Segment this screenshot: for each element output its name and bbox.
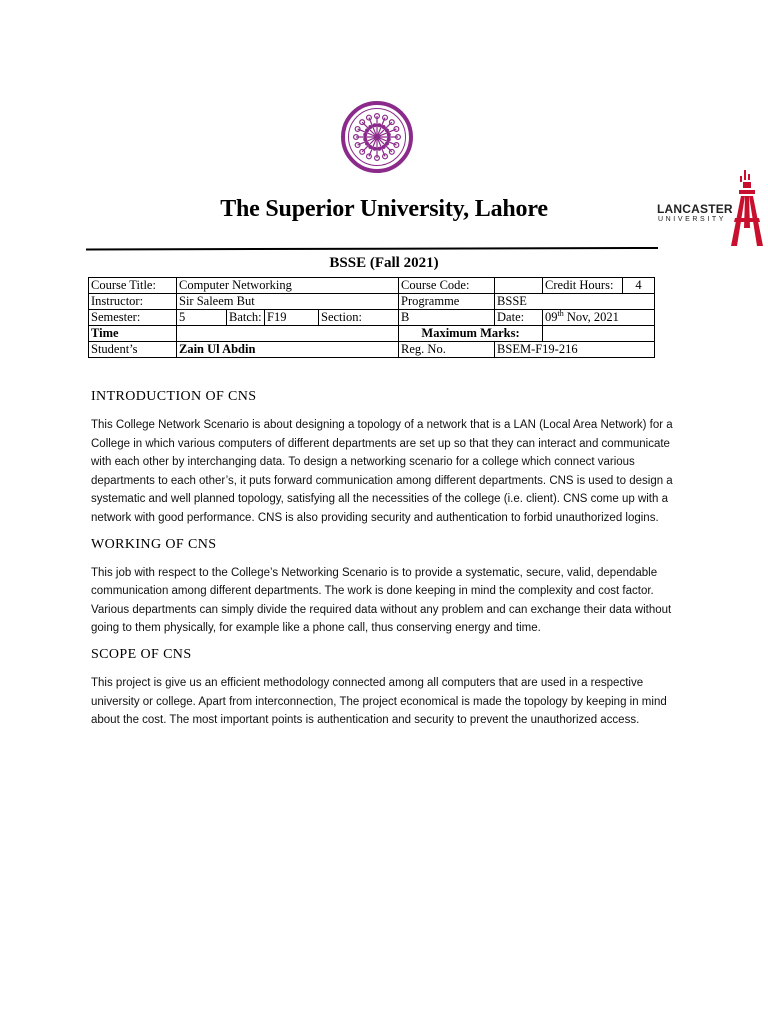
reg-no-value: BSEM-F19-216 (495, 342, 655, 358)
section-label: Section: (319, 310, 399, 326)
time-label: Time (89, 326, 177, 342)
section-body-working: This job with respect to the College’s Networking Scenario is to provide a systematic, secure, valid, dependable communication among different departments. The work is done keeping in mind the complexity and cost factor. Various departments can simply divide the required data without any problem and can exchange their data without going to them physically, for example like a phone call, thus conserving energy and time. (91, 566, 672, 635)
course-code-label: Course Code: (399, 278, 495, 294)
student-label: Student’s (89, 342, 177, 358)
course-title-value: Computer Networking (177, 278, 399, 294)
batch-value: F19 (265, 310, 319, 326)
section-body-scope: This project is give us an efficient methodology connected among all computers that are used in a respective university or college. Apart from interconnection, The project economical is made the topology by keeping in mind about the cost. The most important points is authentication and security to prevent the unauthorized access. (91, 676, 667, 727)
instructor-value: Sir Saleem But (177, 294, 399, 310)
date-suffix: th (557, 309, 564, 318)
table-row (89, 310, 655, 326)
date-value (543, 310, 655, 326)
programme-value: BSSE (495, 294, 655, 310)
batch-label: Batch: (227, 310, 265, 326)
semester-label: Semester: (89, 310, 177, 326)
title-divider (86, 247, 658, 248)
table-row (89, 278, 655, 294)
section-heading-working: WORKING OF CNS (91, 536, 217, 552)
semester-value: 5 (177, 310, 227, 326)
lancaster-wordmark: LANCASTER (657, 202, 733, 216)
reg-no-label: Reg. No. (399, 342, 495, 358)
programme-label: Programme (399, 294, 495, 310)
student-name-value: Zain Ul Abdin (177, 342, 399, 358)
table-row (89, 294, 655, 310)
university-title: The Superior University, Lahore (220, 196, 548, 222)
document-body (91, 388, 683, 738)
credit-hours-label: Credit Hours: (543, 278, 623, 294)
course-title-label: Course Title: (89, 278, 177, 294)
university-wordmark: UNIVERSITY (658, 216, 727, 223)
credit-hours-value: 4 (623, 278, 655, 294)
table-row (89, 342, 655, 358)
course-info-table (88, 277, 655, 358)
instructor-label: Instructor: (89, 294, 177, 310)
program-title: BSSE (Fall 2021) (329, 255, 439, 271)
date-day: 09 (545, 310, 558, 324)
time-value (177, 326, 399, 342)
date-label: Date: (495, 310, 543, 326)
section-heading-scope: SCOPE OF CNS (91, 646, 192, 662)
date-rest: Nov, 2021 (563, 310, 619, 324)
section-heading-introduction: INTRODUCTION OF CNS (91, 389, 257, 404)
course-code-value (495, 278, 543, 294)
section-value: B (399, 310, 495, 326)
superior-logo-icon (340, 100, 414, 174)
table-row (89, 326, 655, 342)
superior-university-logo (340, 100, 414, 174)
section-body-introduction: This College Network Scenario is about designing a topology of a network that is a LAN (Local Area Network) for a College in which various computers of different departments are set up so that they can interact and communicate with each other by interchanging data. To design a networking scenario for a college which connect various departments to each other’s, it puts forward communication among different departments. CNS is used to design a systematic and well planned topology, satisfying all the necessities of the college (i.e. client). CNS come up with a network with good performance. CNS is also providing security and authentication to forbid unauthorized logins. (91, 419, 673, 524)
max-marks-label: Maximum Marks: (399, 326, 543, 342)
max-marks-value (543, 326, 655, 342)
